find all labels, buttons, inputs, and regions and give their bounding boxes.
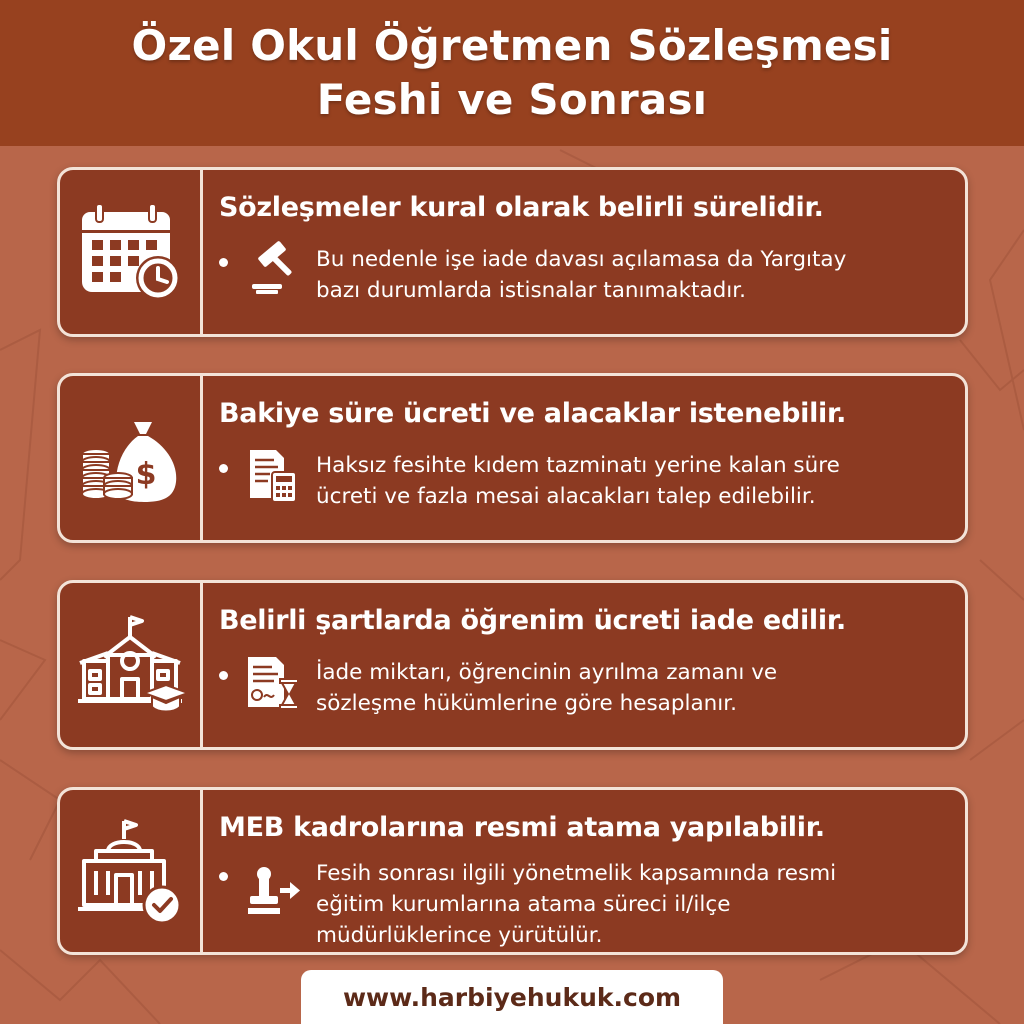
gavel-icon: [244, 240, 302, 298]
bullet-text-line2: eğitim kurumlarına atama süreci il/ilçe: [316, 892, 731, 917]
money-bag-coins-icon: [74, 402, 186, 514]
bullet-text-line3: müdürlüklerince yürütülür.: [316, 923, 603, 948]
bullet-row: [219, 244, 951, 306]
bullet-row: [219, 450, 951, 512]
bullet-text: [316, 450, 840, 512]
bullet-dot: [219, 671, 228, 680]
page-title: [132, 19, 893, 127]
card-body: [203, 583, 965, 747]
bullet-text-line1: Haksız fesihte kıdem tazminatı yerine kalan süre: [316, 453, 840, 478]
bullet-text-line1: Fesih sonrası ilgili yönetmelik kapsamında resmi: [316, 861, 837, 886]
card-body: [203, 376, 965, 540]
bullet-text-line2: bazı durumlarda istisnalar tanımaktadır.: [316, 278, 746, 303]
bullet-row: [219, 858, 951, 951]
school-graduation-icon: [74, 609, 186, 721]
card-body: [203, 790, 965, 952]
bullet-text-line1: İade miktarı, öğrencinin ayrılma zamanı ve: [316, 660, 778, 685]
card-icon-container: [60, 170, 203, 334]
bullet-row: [219, 657, 951, 719]
bullet-dot: [219, 872, 228, 881]
website-url[interactable]: www.harbiyehukuk.com: [342, 982, 682, 1012]
card-meb-appointment: [57, 787, 968, 955]
bullet-text: [316, 657, 777, 719]
stamp-arrow-icon: [244, 864, 302, 922]
page-title-line2: Feshi ve Sonrası: [316, 75, 708, 124]
card-title: Bakiye süre ücreti ve alacaklar istenebilir.: [219, 398, 847, 429]
card-title: Sözleşmeler kural olarak belirli sürelidir.: [219, 192, 824, 223]
card-contract-term: [57, 167, 968, 337]
bullet-dot: [219, 464, 228, 473]
card-icon-container: [60, 376, 203, 540]
card-body: [203, 170, 965, 334]
bullet-text-line2: sözleşme hükümlerine göre hesaplanır.: [316, 691, 737, 716]
card-remaining-wage: [57, 373, 968, 543]
document-calculator-icon: [244, 446, 302, 504]
card-tuition-refund: [57, 580, 968, 750]
card-icon-container: [60, 583, 203, 747]
bullet-dot: [219, 258, 228, 267]
svg-text:$: $: [135, 457, 157, 492]
calendar-clock-icon: [74, 196, 186, 308]
bullet-text-line2: ücreti ve fazla mesai alacakları talep edilebilir.: [316, 484, 816, 509]
government-building-check-icon: [74, 815, 186, 927]
card-icon-container: [60, 790, 203, 952]
header: [0, 0, 1024, 146]
bullet-text: [316, 244, 846, 306]
page-title-line1: Özel Okul Öğretmen Sözleşmesi: [131, 21, 893, 70]
bullet-text: [316, 858, 836, 951]
footer-url-box: [301, 970, 723, 1024]
certificate-hourglass-icon: [244, 653, 302, 711]
card-title: MEB kadrolarına resmi atama yapılabilir.: [219, 812, 825, 843]
card-title: Belirli şartlarda öğrenim ücreti iade edilir.: [219, 605, 846, 636]
bullet-text-line1: Bu nedenle işe iade davası açılamasa da Yargıtay: [316, 247, 847, 272]
